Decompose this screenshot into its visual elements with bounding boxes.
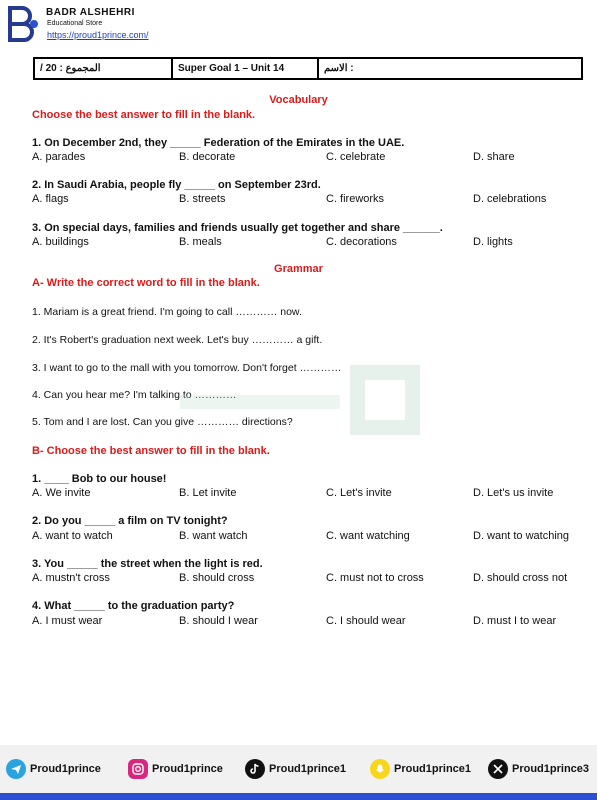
option-a: A. want to watch xyxy=(32,530,113,542)
option-c: C. fireworks xyxy=(326,193,385,205)
vocabulary-heading: Vocabulary xyxy=(269,94,328,106)
grammar-question-1: 1. ____ Bob to our house! xyxy=(32,473,167,485)
social-handle: Proud1prince3 xyxy=(512,763,590,775)
option-b: B. should cross xyxy=(179,572,255,584)
vocab-question-2: 2. In Saudi Arabia, people fly _____ on September 23rd. xyxy=(32,179,321,191)
tiktok-icon xyxy=(245,759,265,779)
option-b: B. want watch xyxy=(179,530,248,542)
fill-item-3: 3. I want to go to the mall with you tomorrow. Don't forget ………… xyxy=(32,362,342,374)
option-c: C. celebrate xyxy=(326,151,386,163)
fill-item-4: 4. Can you hear me? I'm talking to ………… xyxy=(32,389,237,401)
option-a: A. parades xyxy=(32,151,86,163)
option-c: C. want watching xyxy=(326,530,410,542)
grammar-question-3: 3. You _____ the street when the light is red. xyxy=(32,558,263,570)
option-a: A. mustn't cross xyxy=(32,572,110,584)
x-icon xyxy=(488,759,508,779)
option-c: C. must not to cross xyxy=(326,572,424,584)
social-handle: Proud1prince xyxy=(152,763,223,775)
brand-name: BADR ALSHEHRI xyxy=(46,7,135,18)
option-d: D. want to watching xyxy=(473,530,569,542)
option-c: C. decorations xyxy=(326,236,397,248)
option-a: A. buildings xyxy=(32,236,89,248)
brand-link[interactable]: https://proud1prince.com/ xyxy=(47,30,149,40)
social-handle: Proud1prince1 xyxy=(394,763,472,775)
social-handle: Proud1prince1 xyxy=(269,763,347,775)
option-d: D. Let's us invite xyxy=(473,487,554,499)
bottom-accent-bar xyxy=(0,793,597,800)
telegram-icon xyxy=(6,759,26,779)
social-handle: Proud1prince xyxy=(30,763,101,775)
option-b: B. meals xyxy=(179,236,222,248)
watermark-icon xyxy=(180,365,420,435)
option-c: C. Let's invite xyxy=(326,487,392,499)
option-a: A. flags xyxy=(32,193,69,205)
vocab-question-3: 3. On special days, families and friends usually get together and share ______. xyxy=(32,222,443,234)
brand-subtitle: Educational Store xyxy=(47,20,103,27)
option-a: A. We invite xyxy=(32,487,91,499)
option-d: D. lights xyxy=(473,236,513,248)
option-a: A. I must wear xyxy=(32,615,103,627)
brand-logo-icon xyxy=(6,6,40,42)
vocab-question-1: 1. On December 2nd, they _____ Federation of the Emirates in the UAE. xyxy=(32,137,405,149)
fill-item-1: 1. Mariam is a great friend. I'm going to call ………… now. xyxy=(32,306,302,318)
grammar-heading: Grammar xyxy=(274,263,323,275)
option-b: B. streets xyxy=(179,193,226,205)
social-telegram[interactable] xyxy=(6,759,101,779)
total-score-cell: المجموع : 20 / xyxy=(35,59,173,78)
grammar-part-b-instruction: B- Choose the best answer to fill in the blank. xyxy=(32,445,270,457)
option-d: D. must I to wear xyxy=(473,615,557,627)
option-d: D. should cross not xyxy=(473,572,568,584)
social-instagram[interactable] xyxy=(128,759,223,779)
social-tiktok[interactable] xyxy=(245,759,346,779)
social-x[interactable] xyxy=(488,759,589,779)
header-table xyxy=(33,57,583,80)
social-footer xyxy=(0,755,597,785)
worksheet-title: Super Goal 1 – Unit 14 xyxy=(173,59,319,78)
vocabulary-instruction: Choose the best answer to fill in the blank. xyxy=(32,109,256,121)
fill-item-5: 5. Tom and I are lost. Can you give ………… directions? xyxy=(32,416,293,428)
snapchat-icon xyxy=(370,759,390,779)
option-b: B. Let invite xyxy=(179,487,237,499)
grammar-question-4: 4. What _____ to the graduation party? xyxy=(32,600,235,612)
social-snapchat[interactable] xyxy=(370,759,471,779)
grammar-part-a-instruction: A- Write the correct word to fill in the blank. xyxy=(32,277,260,289)
instagram-icon xyxy=(128,759,148,779)
option-c: C. I should wear xyxy=(326,615,406,627)
option-d: D. share xyxy=(473,151,515,163)
student-name-cell: : الاسم xyxy=(324,63,354,74)
option-b: B. decorate xyxy=(179,151,236,163)
fill-item-2: 2. It's Robert's graduation next week. Let's buy ………… a gift. xyxy=(32,334,323,346)
grammar-question-2: 2. Do you _____ a film on TV tonight? xyxy=(32,515,228,527)
option-d: D. celebrations xyxy=(473,193,547,205)
option-b: B. should I wear xyxy=(179,615,258,627)
